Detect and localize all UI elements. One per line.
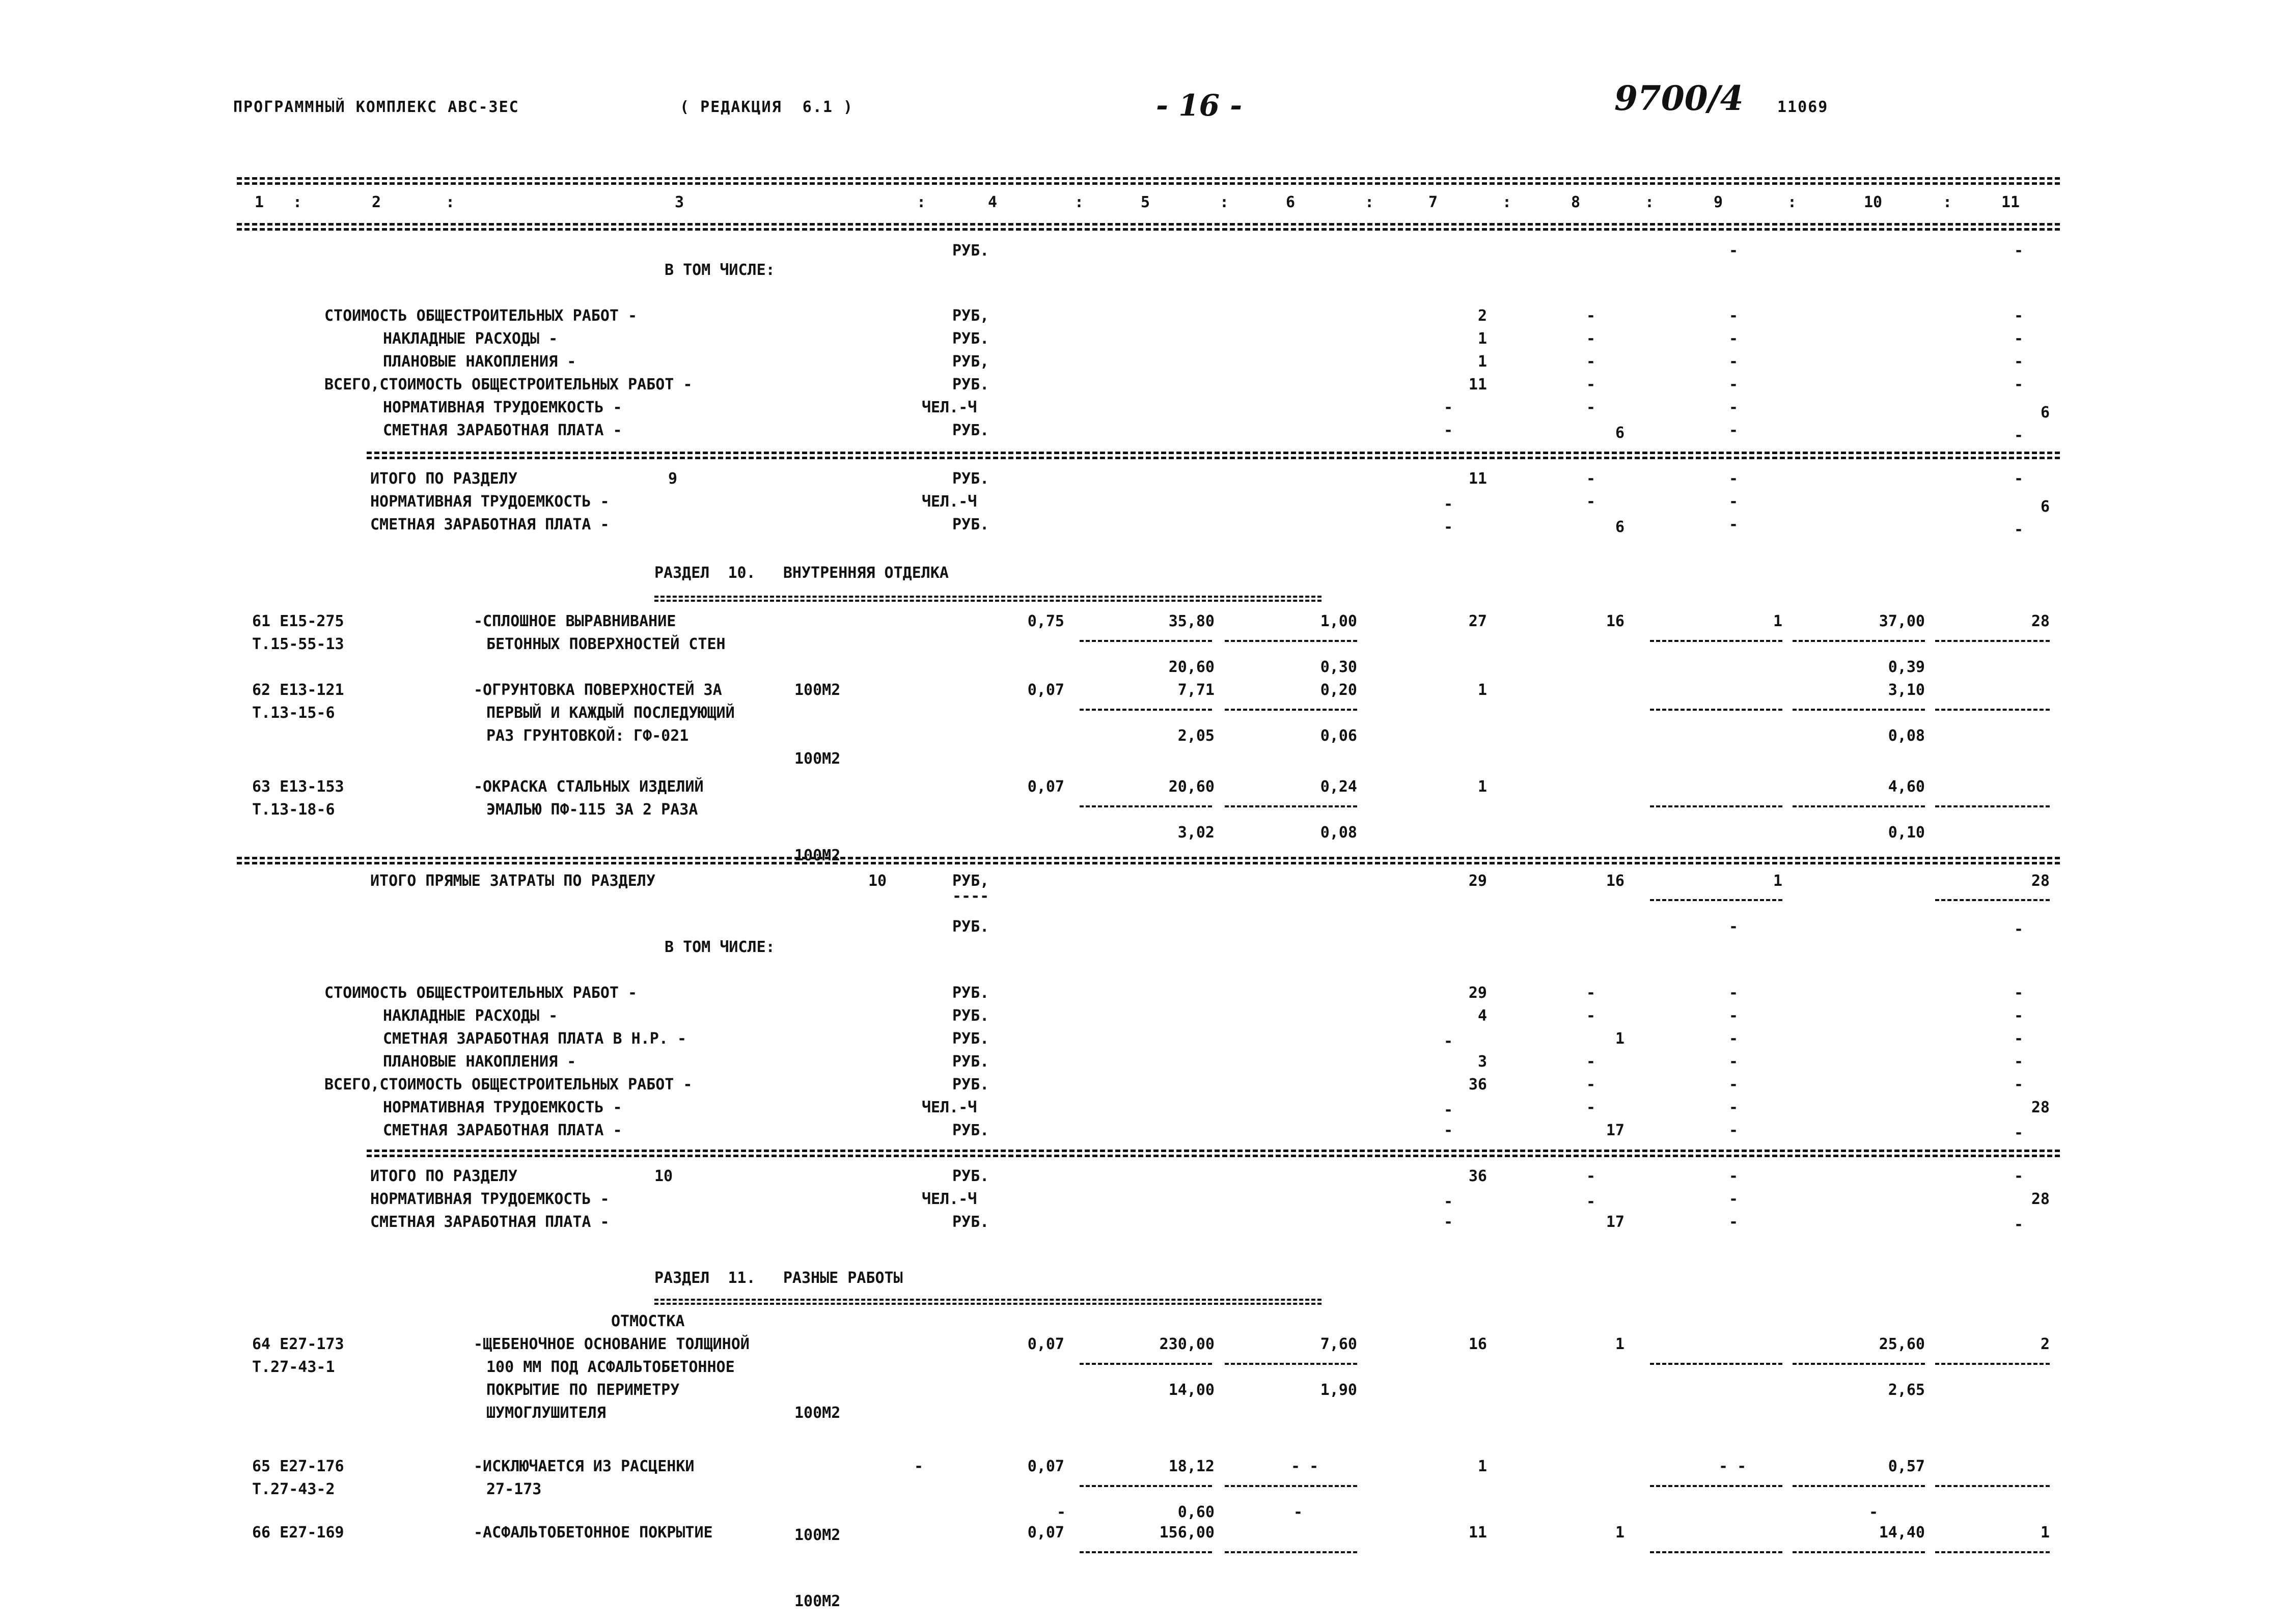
rub-label: РУБ, xyxy=(952,872,989,890)
section-title-rule xyxy=(654,600,1321,602)
cell-rule xyxy=(1225,1551,1357,1553)
item-description: 27-173 xyxy=(486,1480,542,1498)
section-number: 10 xyxy=(868,872,887,890)
dash-mark: - xyxy=(1729,1213,1739,1231)
wages-label: СМЕТНАЯ ЗАРАБОТНАЯ ПЛАТА - xyxy=(383,422,622,439)
item-price-wage: 1,00 xyxy=(1320,612,1357,630)
dash-mark: - xyxy=(1444,495,1453,513)
dash-mark: - xyxy=(1586,376,1596,394)
dash-mark: - xyxy=(1729,422,1739,439)
chel-label: ЧЕЛ.-Ч xyxy=(922,1099,977,1116)
item-description: ПЕРВЫЙ И КАЖДЫЙ ПОСЛЕДУЮЩИЙ xyxy=(486,704,735,722)
rub-label: РУБ. xyxy=(952,1076,989,1094)
dash-mark: - - xyxy=(1719,1458,1747,1475)
cell-rule xyxy=(1650,640,1782,642)
item-code: Т.15-55-13 xyxy=(252,635,344,653)
header-rule-top xyxy=(237,177,2060,180)
section-title-rule xyxy=(654,1299,1321,1301)
rub-label: РУБ, xyxy=(952,353,989,371)
value-c8: 16 xyxy=(1606,872,1624,890)
labor-label: НОРМАТИВНАЯ ТРУДОЕМКОСТЬ - xyxy=(370,493,610,511)
dash-mark: - xyxy=(1586,1167,1596,1185)
value-c8: 1 xyxy=(1615,1524,1624,1542)
dash-mark: - xyxy=(2014,376,2024,394)
dash-mark: - xyxy=(1729,330,1739,348)
column-number: 7 xyxy=(1428,193,1438,211)
rule xyxy=(1935,899,2050,901)
column-separator: : xyxy=(293,193,302,211)
rub-label: РУБ. xyxy=(952,1007,989,1025)
item-price-sub: 0,60 xyxy=(1177,1503,1215,1521)
dash-mark: - xyxy=(2014,1030,2024,1048)
value-c10: 37,00 xyxy=(1879,612,1925,630)
dash-mark: - xyxy=(2014,1216,2024,1234)
cell-rule xyxy=(1650,1485,1782,1487)
item-price-sub: 0,06 xyxy=(1320,727,1357,745)
chel-label: ЧЕЛ.-Ч xyxy=(922,1190,977,1208)
item-price: 7,71 xyxy=(1177,681,1215,699)
dash-mark: - xyxy=(1444,1122,1453,1139)
program-name: ПРОГРАММНЫЙ КОМПЛЕКС АВС-ЗЕС xyxy=(233,98,519,116)
doc-code: 11069 xyxy=(1777,98,1829,116)
dash-mark: - xyxy=(1869,1503,1879,1521)
item-price-sub: 0,30 xyxy=(1320,658,1357,676)
rub-label: РУБ. xyxy=(952,1122,989,1139)
column-number: 11 xyxy=(2001,193,2020,211)
dash-mark: - xyxy=(1586,470,1596,488)
cell-rule xyxy=(1225,1485,1357,1487)
dash-mark: - xyxy=(2014,1076,2024,1094)
value-c7: 3 xyxy=(1477,1053,1487,1071)
dash-mark: - xyxy=(1444,1101,1453,1119)
rub-label: РУБ. xyxy=(952,1213,989,1231)
dash-mark: - xyxy=(1729,918,1739,936)
dash-mark: - xyxy=(1729,984,1739,1002)
item-position: 64 Е27-173 xyxy=(252,1335,344,1353)
item-price-wage: 7,60 xyxy=(1320,1335,1357,1353)
cell-rule xyxy=(1935,709,2050,711)
value-c10: 4,60 xyxy=(1888,778,1925,796)
rub-label: РУБ. xyxy=(952,1167,989,1185)
item-position: 62 Е13-121 xyxy=(252,681,344,699)
item-position: 66 Е27-169 xyxy=(252,1524,344,1542)
wages-np-label: СМЕТНАЯ ЗАРАБОТНАЯ ПЛАТА В Н.Р. - xyxy=(383,1030,687,1048)
dash-mark: - xyxy=(1729,376,1739,394)
column-separator: : xyxy=(1645,193,1655,211)
section-11-title: РАЗДЕЛ 11. РАЗНЫЕ РАБОТЫ xyxy=(654,1269,903,1287)
value-c10: 0,57 xyxy=(1888,1458,1925,1475)
labor-label: НОРМАТИВНАЯ ТРУДОЕМКОСТЬ - xyxy=(383,399,622,416)
value-c11: 6 xyxy=(2040,498,2050,516)
value-c11: 28 xyxy=(2031,612,2050,630)
dash-mark: - xyxy=(1729,470,1739,488)
rule xyxy=(367,1150,2060,1152)
value-c11: 1 xyxy=(2040,1524,2050,1542)
item-description: БЕТОННЫХ ПОВЕРХНОСТЕЙ СТЕН xyxy=(486,635,726,653)
value-c7: 11 xyxy=(1468,1524,1487,1542)
dash-mark: - xyxy=(1444,1193,1453,1211)
rule xyxy=(367,457,2060,459)
item-quantity: 0,07 xyxy=(1027,1524,1064,1542)
rub-label: РУБ. xyxy=(952,470,989,488)
cell-rule xyxy=(1935,1485,2050,1487)
dash-mark: - xyxy=(1586,353,1596,371)
unit: 100М2 xyxy=(794,847,841,864)
item-description: -АСФАЛЬТОБЕТОННОЕ ПОКРЫТИЕ xyxy=(474,1524,713,1542)
rub-underline: ---- xyxy=(952,887,989,905)
column-separator: : xyxy=(917,193,926,211)
dash-mark: - xyxy=(1586,1099,1596,1116)
item-position: 65 Е27-176 xyxy=(252,1458,344,1475)
rub-label: РУБ. xyxy=(952,918,989,936)
column-separator: : xyxy=(446,193,455,211)
item-price-sub: 1,90 xyxy=(1320,1381,1357,1399)
value-c11: 2 xyxy=(2040,1335,2050,1353)
cell-rule xyxy=(1080,1551,1212,1553)
item-quantity: 0,75 xyxy=(1027,612,1064,630)
page-number: - 16 - xyxy=(1156,88,1243,123)
dash-mark: - xyxy=(2014,242,2024,260)
rub-label: РУБ. xyxy=(952,1053,989,1071)
value-c8: 17 xyxy=(1606,1122,1624,1139)
item-quantity: 0,07 xyxy=(1027,778,1064,796)
cell-rule xyxy=(1080,805,1212,807)
dash-mark: - xyxy=(1586,493,1596,511)
dash-mark: - xyxy=(2014,521,2024,539)
cell-rule xyxy=(1080,709,1212,711)
dash-mark: - xyxy=(1444,399,1453,416)
value-c7: 16 xyxy=(1468,1335,1487,1353)
rub-label: РУБ. xyxy=(952,422,989,439)
cell-rule xyxy=(1225,1363,1357,1365)
dash-mark: - xyxy=(2014,470,2024,488)
value-c7: 2 xyxy=(1477,307,1487,325)
header-rule-bottom xyxy=(237,223,2060,226)
column-separator: : xyxy=(1365,193,1374,211)
rule xyxy=(367,452,2060,454)
column-separator: : xyxy=(1075,193,1084,211)
overhead-label: НАКЛАДНЫЕ РАСХОДЫ - xyxy=(383,330,558,348)
dash-mark: - xyxy=(1293,1503,1303,1521)
value-c7: 36 xyxy=(1468,1076,1487,1094)
dash-mark: - xyxy=(1586,1193,1596,1211)
column-separator: : xyxy=(1220,193,1229,211)
dash-mark: - xyxy=(2014,353,2024,371)
dash-mark: - xyxy=(1729,242,1739,260)
rule xyxy=(237,857,2060,859)
wages-label: СМЕТНАЯ ЗАРАБОТНАЯ ПЛАТА - xyxy=(370,516,610,534)
doc-number: 9700/4 xyxy=(1614,78,1744,118)
item-description: ЭМАЛЬЮ ПФ-115 ЗА 2 РАЗА xyxy=(486,801,698,819)
dash-mark: - xyxy=(2014,307,2024,325)
dash-mark: - xyxy=(914,1458,924,1475)
section-number: 9 xyxy=(668,470,678,488)
item-description: -ОГРУНТОВКА ПОВЕРХНОСТЕЙ ЗА xyxy=(474,681,722,699)
dash-mark: - xyxy=(2014,1124,2024,1142)
column-separator: : xyxy=(1943,193,1952,211)
dash-mark: - xyxy=(1586,399,1596,416)
item-quantity: 0,07 xyxy=(1027,1335,1064,1353)
cell-rule xyxy=(1080,640,1212,642)
dash-mark: - xyxy=(2014,984,2024,1002)
value-c7: 29 xyxy=(1468,984,1487,1002)
dash-mark: - xyxy=(1729,1030,1739,1048)
rub-label: РУБ, xyxy=(952,307,989,325)
cell-rule xyxy=(1793,709,1925,711)
dash-mark: - xyxy=(2014,427,2024,444)
dash-mark: - xyxy=(1729,1076,1739,1094)
total-cost-label: ВСЕГО,СТОИМОСТЬ ОБЩЕСТРОИТЕЛЬНЫХ РАБОТ - xyxy=(324,376,693,394)
value-c10: 14,40 xyxy=(1879,1524,1925,1542)
item-quantity: 0,07 xyxy=(1027,1458,1064,1475)
item-price: 35,80 xyxy=(1168,612,1215,630)
dash-mark: - xyxy=(1586,307,1596,325)
cell-rule xyxy=(1080,1363,1212,1365)
unit: 100М2 xyxy=(794,681,841,699)
value-c8: 16 xyxy=(1606,612,1624,630)
dash-mark: - xyxy=(1729,353,1739,371)
section-title-rule xyxy=(654,596,1321,598)
dash-mark: - xyxy=(1729,1122,1739,1139)
item-quantity: 0,07 xyxy=(1027,681,1064,699)
item-price: 230,00 xyxy=(1159,1335,1215,1353)
wages-label: СМЕТНАЯ ЗАРАБОТНАЯ ПЛАТА - xyxy=(383,1122,622,1139)
overhead-label: НАКЛАДНЫЕ РАСХОДЫ - xyxy=(383,1007,558,1025)
value-c10: 25,60 xyxy=(1879,1335,1925,1353)
item-price-sub: 2,05 xyxy=(1177,727,1215,745)
item-description: -ИСКЛЮЧАЕТСЯ ИЗ РАСЦЕНКИ xyxy=(474,1458,695,1475)
dash-mark: - xyxy=(1444,1213,1453,1231)
item-position: 63 Е13-153 xyxy=(252,778,344,796)
labor-label: НОРМАТИВНАЯ ТРУДОЕМКОСТЬ - xyxy=(383,1099,622,1116)
item-code: Т.27-43-1 xyxy=(252,1358,335,1376)
item-description: ШУМОГЛУШИТЕЛЯ xyxy=(486,1404,606,1422)
value-c8: 1 xyxy=(1615,1030,1624,1048)
rub-label: РУБ. xyxy=(952,242,989,260)
value-c11: 6 xyxy=(2040,404,2050,422)
dash-mark: - xyxy=(1729,399,1739,416)
value-c7: 36 xyxy=(1468,1167,1487,1185)
item-description: ПОКРЫТИЕ ПО ПЕРИМЕТРУ xyxy=(486,1381,680,1399)
column-number: 1 xyxy=(255,193,264,211)
item-description: РАЗ ГРУНТОВКОЙ: ГФ-021 xyxy=(486,727,689,745)
cell-rule xyxy=(1650,1363,1782,1365)
value-c7: 1 xyxy=(1477,330,1487,348)
dash-mark: - xyxy=(1729,1167,1739,1185)
cost-construction-label: СТОИМОСТЬ ОБЩЕСТРОИТЕЛЬНЫХ РАБОТ - xyxy=(324,984,638,1002)
column-number: 5 xyxy=(1141,193,1150,211)
value-c7: 11 xyxy=(1468,376,1487,394)
dash-mark: - xyxy=(1586,1076,1596,1094)
item-price: 20,60 xyxy=(1168,778,1215,796)
in-that-number: В ТОМ ЧИСЛЕ: xyxy=(665,261,775,279)
item-description: -СПЛОШНОЕ ВЫРАВНИВАНИЕ xyxy=(474,612,676,630)
edition: ( РЕДАКЦИЯ 6.1 ) xyxy=(680,98,854,116)
chel-label: ЧЕЛ.-Ч xyxy=(922,493,977,511)
section-title-rule xyxy=(654,1303,1321,1305)
value-c10: 3,10 xyxy=(1888,681,1925,699)
column-separator: : xyxy=(1502,193,1512,211)
value-c7: 1 xyxy=(1477,1458,1487,1475)
item-price: 156,00 xyxy=(1159,1524,1215,1542)
value-c7: 4 xyxy=(1477,1007,1487,1025)
labor-label: НОРМАТИВНАЯ ТРУДОЕМКОСТЬ - xyxy=(370,1190,610,1208)
rub-label: РУБ. xyxy=(952,376,989,394)
value-c11: 28 xyxy=(2031,872,2050,890)
cell-rule xyxy=(1935,1551,2050,1553)
dash-mark: - xyxy=(1729,1007,1739,1025)
column-number: 2 xyxy=(372,193,381,211)
dash-mark: - xyxy=(1729,493,1739,511)
dash-mark: - xyxy=(1586,1007,1596,1025)
value-c7: 1 xyxy=(1477,681,1487,699)
cell-rule xyxy=(1650,805,1782,807)
rub-label: РУБ. xyxy=(952,330,989,348)
item-price-wage: 0,20 xyxy=(1320,681,1357,699)
dash-mark: - xyxy=(2014,1053,2024,1071)
cell-rule xyxy=(1225,640,1357,642)
value-c11: 28 xyxy=(2031,1190,2050,1208)
value-c10-sub: 0,10 xyxy=(1888,824,1925,842)
total-cost-label: ВСЕГО,СТОИМОСТЬ ОБЩЕСТРОИТЕЛЬНЫХ РАБОТ - xyxy=(324,1076,693,1094)
value-c11: 28 xyxy=(2031,1099,2050,1116)
dash-mark: - xyxy=(1729,1099,1739,1116)
item-code: Т.13-18-6 xyxy=(252,801,335,819)
cell-rule xyxy=(1225,805,1357,807)
dash-mark: - xyxy=(1729,516,1739,534)
dash-mark: - xyxy=(1729,1190,1739,1208)
cell-rule xyxy=(1793,1551,1925,1553)
dash-mark: - xyxy=(1444,518,1453,536)
item-description: -ЩЕБЕНОЧНОЕ ОСНОВАНИЕ ТОЛЩИНОЙ xyxy=(474,1335,750,1353)
section-11-subtitle: ОТМОСТКА xyxy=(611,1312,685,1330)
cell-rule xyxy=(1080,1485,1212,1487)
item-description: 100 ММ ПОД АСФАЛЬТОБЕТОННОЕ xyxy=(486,1358,735,1376)
in-that-number: В ТОМ ЧИСЛЕ: xyxy=(665,938,775,956)
column-number: 6 xyxy=(1286,193,1296,211)
value-c8: 1 xyxy=(1615,1335,1624,1353)
column-number: 3 xyxy=(675,193,684,211)
item-price-sub: 3,02 xyxy=(1177,824,1215,842)
rub-label: РУБ. xyxy=(952,516,989,534)
cell-rule xyxy=(1793,1363,1925,1365)
cell-rule xyxy=(1650,1551,1782,1553)
rub-label: РУБ. xyxy=(952,1030,989,1048)
value-c8: 17 xyxy=(1606,1213,1624,1231)
value-c10-sub: 0,08 xyxy=(1888,727,1925,745)
dash-mark: - xyxy=(1729,307,1739,325)
unit: 100М2 xyxy=(794,1404,841,1422)
value-c8: 6 xyxy=(1615,424,1624,442)
planned-savings-label: ПЛАНОВЫЕ НАКОПЛЕНИЯ - xyxy=(383,1053,576,1071)
column-number: 9 xyxy=(1714,193,1723,211)
section-10-title: РАЗДЕЛ 10. ВНУТРЕННЯЯ ОТДЕЛКА xyxy=(654,564,949,582)
column-number: 4 xyxy=(988,193,998,211)
dash-mark: - xyxy=(2014,1007,2024,1025)
item-position: 61 Е15-275 xyxy=(252,612,344,630)
planned-savings-label: ПЛАНОВЫЕ НАКОПЛЕНИЯ - xyxy=(383,353,576,371)
item-code: Т.13-15-6 xyxy=(252,704,335,722)
item-price-sub: 20,60 xyxy=(1168,658,1215,676)
value-c9: 1 xyxy=(1773,872,1782,890)
value-c7: 11 xyxy=(1468,470,1487,488)
section-number: 10 xyxy=(654,1167,673,1185)
dash-mark: - xyxy=(1444,422,1453,439)
rule xyxy=(1650,899,1782,901)
unit: 100М2 xyxy=(794,1526,841,1544)
cost-construction-label: СТОИМОСТЬ ОБЩЕСТРОИТЕЛЬНЫХ РАБОТ - xyxy=(324,307,638,325)
value-c8: 6 xyxy=(1615,518,1624,536)
cell-rule xyxy=(1935,640,2050,642)
item-description: -ОКРАСКА СТАЛЬНЫХ ИЗДЕЛИЙ xyxy=(474,778,704,796)
cell-rule xyxy=(1225,709,1357,711)
header-rule-top2 xyxy=(237,182,2060,185)
dash-mark: - xyxy=(2014,1167,2024,1185)
item-code: Т.27-43-2 xyxy=(252,1480,335,1498)
dash-mark: - xyxy=(1729,1053,1739,1071)
dash-mark: - xyxy=(2014,920,2024,938)
cell-rule xyxy=(1935,805,2050,807)
item-price-sub: 14,00 xyxy=(1168,1381,1215,1399)
value-c7: 1 xyxy=(1477,778,1487,796)
cell-rule xyxy=(1935,1363,2050,1365)
dash-mark: - - xyxy=(1291,1458,1319,1475)
value-c7: 29 xyxy=(1468,872,1487,890)
cell-rule xyxy=(1793,1485,1925,1487)
column-number: 10 xyxy=(1864,193,1883,211)
unit: 100М2 xyxy=(794,750,841,768)
total-direct-label: ИТОГО ПРЯМЫЕ ЗАТРАТЫ ПО РАЗДЕЛУ xyxy=(370,872,655,890)
cell-rule xyxy=(1793,640,1925,642)
dash-mark: - xyxy=(1586,1053,1596,1071)
item-price-wage: 0,24 xyxy=(1320,778,1357,796)
dash-mark: - xyxy=(1586,330,1596,348)
chel-label: ЧЕЛ.-Ч xyxy=(922,399,977,416)
header-rule-bottom2 xyxy=(237,228,2060,231)
value-c10-sub: 2,65 xyxy=(1888,1381,1925,1399)
item-price: 18,12 xyxy=(1168,1458,1215,1475)
value-c10-sub: 0,39 xyxy=(1888,658,1925,676)
column-number: 8 xyxy=(1571,193,1581,211)
rule xyxy=(237,862,2060,864)
value-c9: 1 xyxy=(1773,612,1782,630)
column-separator: : xyxy=(1787,193,1797,211)
cell-rule xyxy=(1650,709,1782,711)
rule xyxy=(367,1155,2060,1157)
unit: 100М2 xyxy=(794,1592,841,1610)
value-c7: 27 xyxy=(1468,612,1487,630)
item-price-sub: 0,08 xyxy=(1320,824,1357,842)
cell-rule xyxy=(1793,805,1925,807)
dash-mark: - xyxy=(1586,984,1596,1002)
value-c7: 1 xyxy=(1477,353,1487,371)
total-section-label: ИТОГО ПО РАЗДЕЛУ xyxy=(370,1167,517,1185)
dash-mark: - xyxy=(1057,1503,1066,1521)
wages-label: СМЕТНАЯ ЗАРАБОТНАЯ ПЛАТА - xyxy=(370,1213,610,1231)
rub-label: РУБ. xyxy=(952,984,989,1002)
dash-mark: - xyxy=(2014,330,2024,348)
dash-mark: - xyxy=(1444,1032,1453,1050)
total-section-label: ИТОГО ПО РАЗДЕЛУ xyxy=(370,470,517,488)
